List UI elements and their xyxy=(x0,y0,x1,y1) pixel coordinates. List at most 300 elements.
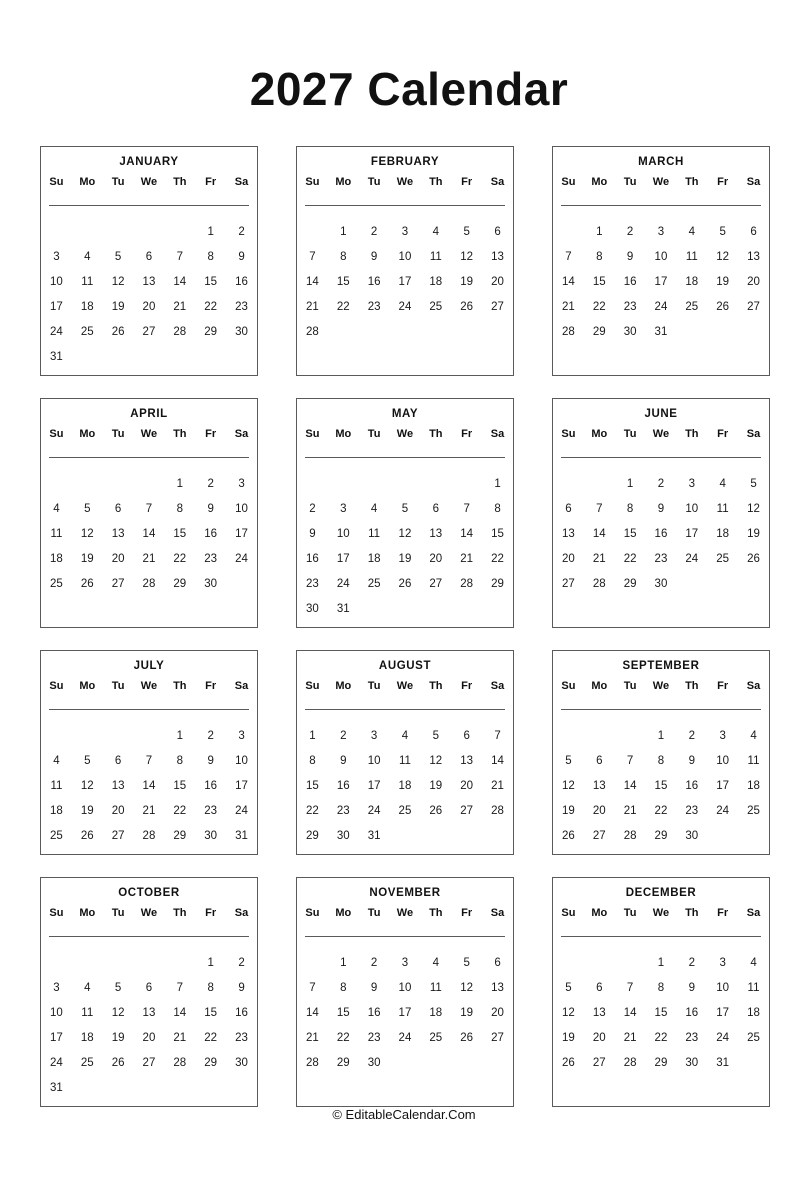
day-cell[interactable]: 23 xyxy=(204,552,218,565)
day-cell[interactable]: 24 xyxy=(654,300,668,313)
day-cell[interactable]: 1 xyxy=(340,225,347,238)
day-cell[interactable]: 6 xyxy=(494,225,501,238)
day-cell[interactable]: 9 xyxy=(626,250,634,263)
day-cell[interactable]: 1 xyxy=(626,477,634,490)
day-cell[interactable]: 24 xyxy=(716,1031,730,1044)
day-cell[interactable]: 3 xyxy=(238,477,245,490)
day-cell[interactable]: 11 xyxy=(50,527,63,540)
day-cell[interactable]: 12 xyxy=(80,779,94,792)
day-cell[interactable]: 27 xyxy=(429,577,443,590)
day-cell[interactable]: 16 xyxy=(654,527,668,540)
day-cell[interactable]: 3 xyxy=(370,729,378,742)
day-cell[interactable]: 14 xyxy=(306,1006,319,1019)
day-cell[interactable]: 3 xyxy=(657,225,665,238)
day-cell[interactable]: 3 xyxy=(401,225,409,238)
day-cell[interactable]: 3 xyxy=(688,477,695,490)
day-cell[interactable]: 11 xyxy=(716,502,729,515)
day-cell[interactable]: 10 xyxy=(685,502,699,515)
day-cell[interactable]: 12 xyxy=(111,1006,125,1019)
day-cell[interactable]: 15 xyxy=(623,527,637,540)
day-cell[interactable]: 14 xyxy=(460,527,474,540)
day-cell[interactable]: 23 xyxy=(235,300,248,313)
day-cell[interactable]: 21 xyxy=(460,552,474,565)
day-cell[interactable]: 29 xyxy=(204,325,218,338)
day-cell[interactable]: 16 xyxy=(235,1006,248,1019)
day-cell[interactable]: 21 xyxy=(173,1031,187,1044)
day-cell[interactable]: 3 xyxy=(340,502,347,515)
day-cell[interactable]: 22 xyxy=(336,1031,350,1044)
day-cell[interactable]: 26 xyxy=(460,300,474,313)
day-cell[interactable]: 20 xyxy=(491,1006,504,1019)
day-cell[interactable]: 14 xyxy=(173,275,187,288)
day-cell[interactable]: 9 xyxy=(370,981,378,994)
day-cell[interactable]: 8 xyxy=(596,250,603,263)
day-cell[interactable]: 11 xyxy=(747,754,760,767)
day-cell[interactable]: 7 xyxy=(596,502,603,515)
day-cell[interactable]: 21 xyxy=(306,300,319,313)
day-cell[interactable]: 27 xyxy=(111,577,125,590)
day-cell[interactable]: 15 xyxy=(306,779,319,792)
day-cell[interactable]: 30 xyxy=(654,577,668,590)
day-cell[interactable]: 18 xyxy=(80,1031,94,1044)
day-cell[interactable]: 14 xyxy=(623,779,637,792)
day-cell[interactable]: 23 xyxy=(204,804,218,817)
day-cell[interactable]: 17 xyxy=(367,779,381,792)
day-cell[interactable]: 22 xyxy=(306,804,319,817)
day-cell[interactable]: 29 xyxy=(306,829,319,842)
day-cell[interactable]: 20 xyxy=(562,552,575,565)
day-cell[interactable]: 21 xyxy=(173,300,187,313)
day-cell[interactable]: 6 xyxy=(432,502,439,515)
day-cell[interactable]: 11 xyxy=(50,779,63,792)
day-cell[interactable]: 13 xyxy=(592,1006,606,1019)
day-cell[interactable]: 27 xyxy=(592,829,606,842)
day-cell[interactable]: 24 xyxy=(235,804,248,817)
day-cell[interactable]: 4 xyxy=(688,225,695,238)
day-cell[interactable]: 22 xyxy=(654,1031,668,1044)
day-cell[interactable]: 24 xyxy=(336,577,350,590)
day-cell[interactable]: 27 xyxy=(562,577,575,590)
day-cell[interactable]: 13 xyxy=(592,779,606,792)
day-cell[interactable]: 28 xyxy=(562,325,575,338)
day-cell[interactable]: 20 xyxy=(429,552,443,565)
day-cell[interactable]: 24 xyxy=(367,804,381,817)
day-cell[interactable]: 22 xyxy=(623,552,637,565)
day-cell[interactable]: 18 xyxy=(50,552,63,565)
day-cell[interactable]: 20 xyxy=(491,275,504,288)
day-cell[interactable]: 19 xyxy=(460,275,474,288)
day-cell[interactable]: 19 xyxy=(460,1006,474,1019)
day-cell[interactable]: 27 xyxy=(491,300,504,313)
day-cell[interactable]: 23 xyxy=(685,804,699,817)
day-cell[interactable]: 8 xyxy=(657,754,665,767)
day-cell[interactable]: 11 xyxy=(81,1006,94,1019)
day-cell[interactable]: 10 xyxy=(235,502,248,515)
day-cell[interactable]: 29 xyxy=(654,1056,668,1069)
day-cell[interactable]: 28 xyxy=(142,577,156,590)
day-cell[interactable]: 2 xyxy=(688,729,695,742)
day-cell[interactable]: 17 xyxy=(50,1031,63,1044)
day-cell[interactable]: 17 xyxy=(398,275,412,288)
day-cell[interactable]: 30 xyxy=(685,1056,699,1069)
day-cell[interactable]: 17 xyxy=(716,1006,730,1019)
day-cell[interactable]: 30 xyxy=(204,577,218,590)
day-cell[interactable]: 20 xyxy=(592,804,606,817)
day-cell[interactable]: 15 xyxy=(491,527,504,540)
day-cell[interactable]: 23 xyxy=(367,1031,381,1044)
day-cell[interactable]: 15 xyxy=(336,275,350,288)
day-cell[interactable]: 18 xyxy=(747,779,760,792)
day-cell[interactable]: 19 xyxy=(716,275,730,288)
day-cell[interactable]: 7 xyxy=(145,502,153,515)
day-cell[interactable]: 18 xyxy=(747,1006,760,1019)
day-cell[interactable]: 26 xyxy=(460,1031,474,1044)
day-cell[interactable]: 8 xyxy=(340,981,347,994)
day-cell[interactable]: 1 xyxy=(494,477,501,490)
day-cell[interactable]: 11 xyxy=(429,250,442,263)
day-cell[interactable]: 10 xyxy=(716,754,730,767)
day-cell[interactable]: 10 xyxy=(50,275,63,288)
day-cell[interactable]: 9 xyxy=(688,981,695,994)
day-cell[interactable]: 18 xyxy=(685,275,699,288)
day-cell[interactable]: 31 xyxy=(50,1081,63,1094)
day-cell[interactable]: 14 xyxy=(142,527,156,540)
day-cell[interactable]: 26 xyxy=(80,577,94,590)
day-cell[interactable]: 5 xyxy=(84,502,91,515)
day-cell[interactable]: 7 xyxy=(176,981,183,994)
day-cell[interactable]: 16 xyxy=(623,275,637,288)
day-cell[interactable]: 2 xyxy=(309,502,316,515)
day-cell[interactable]: 9 xyxy=(688,754,695,767)
day-cell[interactable]: 18 xyxy=(80,300,94,313)
day-cell[interactable]: 30 xyxy=(367,1056,381,1069)
day-cell[interactable]: 1 xyxy=(207,956,214,969)
day-cell[interactable]: 26 xyxy=(562,829,575,842)
day-cell[interactable]: 3 xyxy=(719,956,726,969)
day-cell[interactable]: 11 xyxy=(429,981,442,994)
day-cell[interactable]: 4 xyxy=(401,729,409,742)
day-cell[interactable]: 6 xyxy=(565,502,572,515)
day-cell[interactable]: 23 xyxy=(623,300,637,313)
day-cell[interactable]: 3 xyxy=(719,729,726,742)
day-cell[interactable]: 18 xyxy=(429,275,443,288)
day-cell[interactable]: 24 xyxy=(398,1031,412,1044)
day-cell[interactable]: 11 xyxy=(368,527,381,540)
day-cell[interactable]: 11 xyxy=(81,275,94,288)
day-cell[interactable]: 12 xyxy=(562,1006,575,1019)
day-cell[interactable]: 14 xyxy=(592,527,606,540)
day-cell[interactable]: 23 xyxy=(367,300,381,313)
day-cell[interactable]: 16 xyxy=(367,1006,381,1019)
day-cell[interactable]: 16 xyxy=(204,779,218,792)
day-cell[interactable]: 28 xyxy=(173,325,187,338)
day-cell[interactable]: 30 xyxy=(685,829,699,842)
day-cell[interactable]: 17 xyxy=(685,527,699,540)
day-cell[interactable]: 6 xyxy=(596,754,603,767)
day-cell[interactable]: 25 xyxy=(80,325,94,338)
day-cell[interactable]: 28 xyxy=(306,325,319,338)
day-cell[interactable]: 25 xyxy=(50,577,63,590)
day-cell[interactable]: 6 xyxy=(494,956,501,969)
day-cell[interactable]: 8 xyxy=(207,981,214,994)
day-cell[interactable]: 29 xyxy=(491,577,504,590)
day-cell[interactable]: 18 xyxy=(398,779,412,792)
day-cell[interactable]: 25 xyxy=(398,804,412,817)
day-cell[interactable]: 27 xyxy=(747,300,760,313)
day-cell[interactable]: 8 xyxy=(207,250,214,263)
day-cell[interactable]: 6 xyxy=(750,225,757,238)
day-cell[interactable]: 4 xyxy=(719,477,726,490)
day-cell[interactable]: 4 xyxy=(84,981,91,994)
day-cell[interactable]: 7 xyxy=(145,754,153,767)
day-cell[interactable]: 22 xyxy=(592,300,606,313)
day-cell[interactable]: 28 xyxy=(623,829,637,842)
day-cell[interactable]: 7 xyxy=(565,250,572,263)
day-cell[interactable]: 6 xyxy=(463,729,470,742)
day-cell[interactable]: 1 xyxy=(176,477,183,490)
day-cell[interactable]: 29 xyxy=(336,1056,350,1069)
day-cell[interactable]: 23 xyxy=(336,804,350,817)
day-cell[interactable]: 15 xyxy=(204,275,218,288)
day-cell[interactable]: 21 xyxy=(592,552,606,565)
day-cell[interactable]: 15 xyxy=(654,779,668,792)
day-cell[interactable]: 26 xyxy=(562,1056,575,1069)
day-cell[interactable]: 31 xyxy=(654,325,668,338)
day-cell[interactable]: 30 xyxy=(306,602,319,615)
day-cell[interactable]: 23 xyxy=(235,1031,248,1044)
day-cell[interactable]: 1 xyxy=(340,956,347,969)
day-cell[interactable]: 17 xyxy=(654,275,668,288)
day-cell[interactable]: 28 xyxy=(306,1056,319,1069)
day-cell[interactable]: 12 xyxy=(716,250,730,263)
day-cell[interactable]: 25 xyxy=(80,1056,94,1069)
day-cell[interactable]: 21 xyxy=(142,804,156,817)
day-cell[interactable]: 22 xyxy=(654,804,668,817)
day-cell[interactable]: 9 xyxy=(340,754,347,767)
day-cell[interactable]: 1 xyxy=(657,729,665,742)
day-cell[interactable]: 4 xyxy=(84,250,91,263)
day-cell[interactable]: 5 xyxy=(750,477,757,490)
day-cell[interactable]: 27 xyxy=(592,1056,606,1069)
day-cell[interactable]: 12 xyxy=(460,981,474,994)
day-cell[interactable]: 31 xyxy=(235,829,248,842)
day-cell[interactable]: 10 xyxy=(716,981,730,994)
day-cell[interactable]: 14 xyxy=(562,275,575,288)
day-cell[interactable]: 16 xyxy=(235,275,248,288)
day-cell[interactable]: 31 xyxy=(336,602,350,615)
day-cell[interactable]: 2 xyxy=(370,956,378,969)
day-cell[interactable]: 31 xyxy=(50,350,63,363)
day-cell[interactable]: 22 xyxy=(173,804,187,817)
day-cell[interactable]: 2 xyxy=(688,956,695,969)
day-cell[interactable]: 20 xyxy=(142,300,156,313)
day-cell[interactable]: 17 xyxy=(398,1006,412,1019)
day-cell[interactable]: 3 xyxy=(238,729,245,742)
day-cell[interactable]: 18 xyxy=(367,552,381,565)
day-cell[interactable]: 18 xyxy=(50,804,63,817)
day-cell[interactable]: 31 xyxy=(367,829,381,842)
day-cell[interactable]: 25 xyxy=(429,1031,443,1044)
day-cell[interactable]: 28 xyxy=(592,577,606,590)
day-cell[interactable]: 22 xyxy=(204,300,218,313)
day-cell[interactable]: 28 xyxy=(173,1056,187,1069)
day-cell[interactable]: 2 xyxy=(370,225,378,238)
day-cell[interactable]: 14 xyxy=(142,779,156,792)
day-cell[interactable]: 8 xyxy=(340,250,347,263)
day-cell[interactable]: 10 xyxy=(235,754,248,767)
day-cell[interactable]: 8 xyxy=(176,754,183,767)
day-cell[interactable]: 12 xyxy=(80,527,94,540)
day-cell[interactable]: 6 xyxy=(145,981,153,994)
day-cell[interactable]: 16 xyxy=(367,275,381,288)
day-cell[interactable]: 6 xyxy=(114,502,122,515)
day-cell[interactable]: 10 xyxy=(398,250,412,263)
day-cell[interactable]: 5 xyxy=(401,502,409,515)
day-cell[interactable]: 1 xyxy=(596,225,603,238)
day-cell[interactable]: 5 xyxy=(432,729,439,742)
day-cell[interactable]: 17 xyxy=(235,527,248,540)
day-cell[interactable]: 21 xyxy=(562,300,575,313)
day-cell[interactable]: 30 xyxy=(235,1056,248,1069)
day-cell[interactable]: 7 xyxy=(463,502,470,515)
day-cell[interactable]: 3 xyxy=(401,956,409,969)
day-cell[interactable]: 16 xyxy=(336,779,350,792)
day-cell[interactable]: 13 xyxy=(142,1006,156,1019)
day-cell[interactable]: 26 xyxy=(429,804,443,817)
day-cell[interactable]: 21 xyxy=(142,552,156,565)
day-cell[interactable]: 9 xyxy=(309,527,316,540)
day-cell[interactable]: 30 xyxy=(336,829,350,842)
day-cell[interactable]: 23 xyxy=(685,1031,699,1044)
day-cell[interactable]: 26 xyxy=(80,829,94,842)
day-cell[interactable]: 8 xyxy=(626,502,634,515)
day-cell[interactable]: 15 xyxy=(336,1006,350,1019)
day-cell[interactable]: 23 xyxy=(306,577,319,590)
day-cell[interactable]: 27 xyxy=(142,325,156,338)
day-cell[interactable]: 12 xyxy=(429,754,443,767)
day-cell[interactable]: 2 xyxy=(340,729,347,742)
day-cell[interactable]: 2 xyxy=(207,729,214,742)
day-cell[interactable]: 4 xyxy=(53,754,60,767)
day-cell[interactable]: 27 xyxy=(111,829,125,842)
day-cell[interactable]: 25 xyxy=(367,577,381,590)
day-cell[interactable]: 7 xyxy=(494,729,501,742)
day-cell[interactable]: 16 xyxy=(685,1006,699,1019)
day-cell[interactable]: 25 xyxy=(685,300,699,313)
day-cell[interactable]: 3 xyxy=(53,981,60,994)
day-cell[interactable]: 20 xyxy=(111,552,125,565)
day-cell[interactable]: 2 xyxy=(657,477,665,490)
day-cell[interactable]: 6 xyxy=(596,981,603,994)
day-cell[interactable]: 12 xyxy=(747,502,760,515)
day-cell[interactable]: 5 xyxy=(565,981,572,994)
day-cell[interactable]: 20 xyxy=(747,275,760,288)
day-cell[interactable]: 9 xyxy=(207,502,214,515)
day-cell[interactable]: 29 xyxy=(654,829,668,842)
day-cell[interactable]: 26 xyxy=(398,577,412,590)
day-cell[interactable]: 10 xyxy=(50,1006,63,1019)
day-cell[interactable]: 1 xyxy=(176,729,183,742)
day-cell[interactable]: 19 xyxy=(111,1031,125,1044)
day-cell[interactable]: 12 xyxy=(111,275,125,288)
day-cell[interactable]: 12 xyxy=(398,527,412,540)
day-cell[interactable]: 27 xyxy=(460,804,474,817)
day-cell[interactable]: 26 xyxy=(747,552,760,565)
day-cell[interactable]: 11 xyxy=(398,754,411,767)
day-cell[interactable]: 26 xyxy=(716,300,730,313)
day-cell[interactable]: 7 xyxy=(309,250,316,263)
day-cell[interactable]: 10 xyxy=(398,981,412,994)
day-cell[interactable]: 3 xyxy=(53,250,60,263)
day-cell[interactable]: 13 xyxy=(491,250,504,263)
day-cell[interactable]: 5 xyxy=(114,250,122,263)
day-cell[interactable]: 15 xyxy=(173,527,187,540)
day-cell[interactable]: 20 xyxy=(142,1031,156,1044)
day-cell[interactable]: 12 xyxy=(460,250,474,263)
day-cell[interactable]: 30 xyxy=(204,829,218,842)
day-cell[interactable]: 28 xyxy=(142,829,156,842)
day-cell[interactable]: 19 xyxy=(429,779,443,792)
day-cell[interactable]: 24 xyxy=(398,300,412,313)
day-cell[interactable]: 13 xyxy=(111,779,125,792)
day-cell[interactable]: 10 xyxy=(336,527,350,540)
day-cell[interactable]: 29 xyxy=(592,325,606,338)
day-cell[interactable]: 19 xyxy=(80,552,94,565)
day-cell[interactable]: 9 xyxy=(238,981,245,994)
day-cell[interactable]: 24 xyxy=(235,552,248,565)
day-cell[interactable]: 21 xyxy=(306,1031,319,1044)
day-cell[interactable]: 5 xyxy=(114,981,122,994)
day-cell[interactable]: 12 xyxy=(562,779,575,792)
day-cell[interactable]: 19 xyxy=(111,300,125,313)
day-cell[interactable]: 17 xyxy=(336,552,350,565)
day-cell[interactable]: 15 xyxy=(654,1006,668,1019)
day-cell[interactable]: 22 xyxy=(173,552,187,565)
day-cell[interactable]: 15 xyxy=(204,1006,218,1019)
day-cell[interactable]: 9 xyxy=(238,250,245,263)
day-cell[interactable]: 11 xyxy=(747,981,760,994)
day-cell[interactable]: 30 xyxy=(623,325,637,338)
day-cell[interactable]: 8 xyxy=(309,754,316,767)
day-cell[interactable]: 30 xyxy=(235,325,248,338)
day-cell[interactable]: 19 xyxy=(80,804,94,817)
day-cell[interactable]: 24 xyxy=(50,325,63,338)
day-cell[interactable]: 1 xyxy=(657,956,665,969)
day-cell[interactable]: 24 xyxy=(50,1056,63,1069)
day-cell[interactable]: 28 xyxy=(491,804,504,817)
day-cell[interactable]: 16 xyxy=(204,527,218,540)
day-cell[interactable]: 2 xyxy=(626,225,634,238)
day-cell[interactable]: 26 xyxy=(111,1056,125,1069)
day-cell[interactable]: 9 xyxy=(370,250,378,263)
day-cell[interactable]: 25 xyxy=(429,300,443,313)
day-cell[interactable]: 28 xyxy=(623,1056,637,1069)
day-cell[interactable]: 22 xyxy=(336,300,350,313)
day-cell[interactable]: 29 xyxy=(623,577,637,590)
day-cell[interactable]: 8 xyxy=(176,502,183,515)
day-cell[interactable]: 13 xyxy=(562,527,575,540)
day-cell[interactable]: 5 xyxy=(463,956,470,969)
day-cell[interactable]: 4 xyxy=(432,956,439,969)
day-cell[interactable]: 17 xyxy=(716,779,730,792)
day-cell[interactable]: 21 xyxy=(491,779,504,792)
day-cell[interactable]: 4 xyxy=(53,502,60,515)
day-cell[interactable]: 20 xyxy=(460,779,474,792)
day-cell[interactable]: 4 xyxy=(432,225,439,238)
day-cell[interactable]: 13 xyxy=(747,250,760,263)
day-cell[interactable]: 16 xyxy=(685,779,699,792)
day-cell[interactable]: 9 xyxy=(207,754,214,767)
